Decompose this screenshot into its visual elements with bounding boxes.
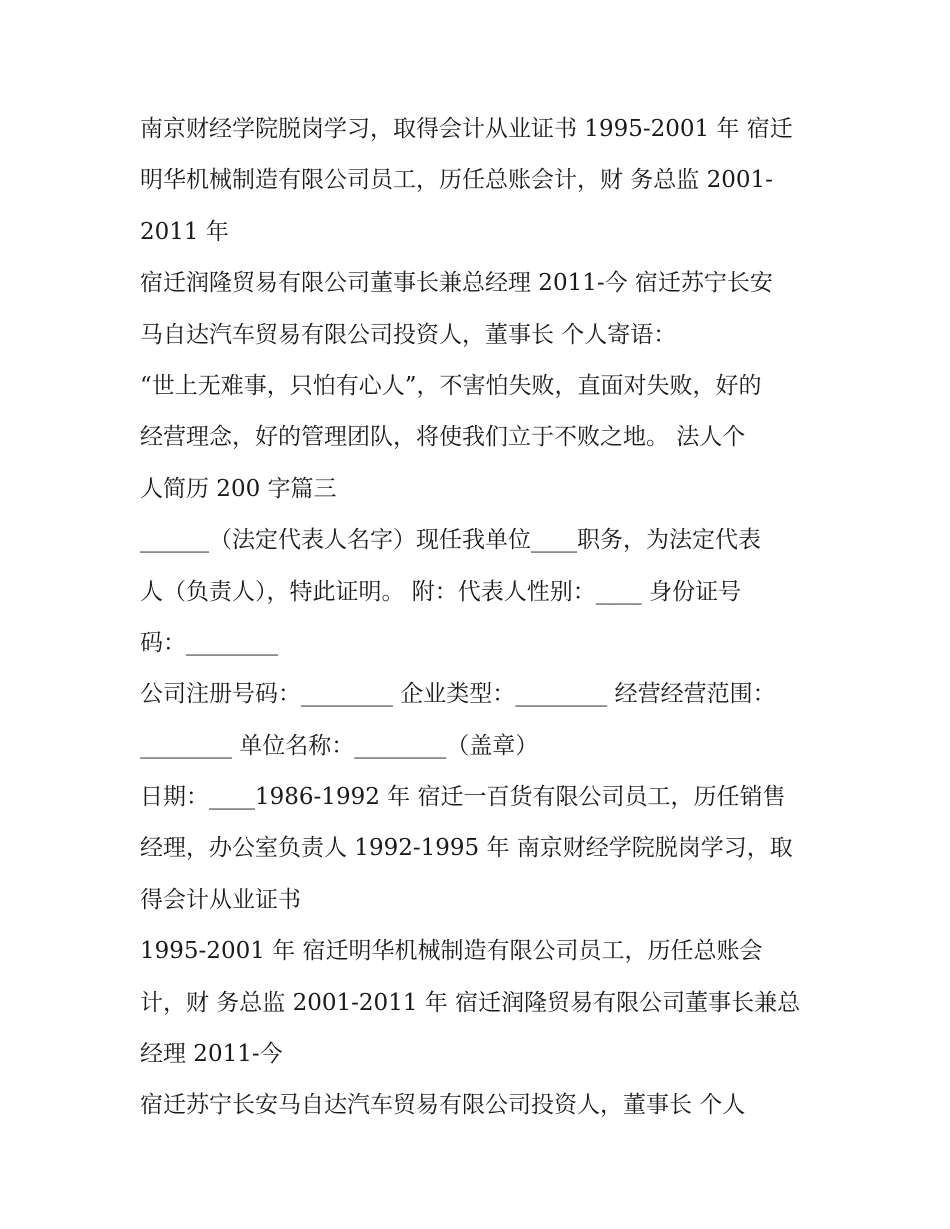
text-line: 马自达汽车贸易有限公司投资人，董事长 个人寄语： [140, 321, 677, 348]
text-line: 公司注册号码：________ 企业类型：________ 经营经营范围： [140, 681, 776, 708]
text-line: 计，财 务总监 2001-2011 年 宿迁润隆贸易有限公司董事长兼总 [140, 989, 801, 1016]
text-line: “世上无难事，只怕有心人”，不害怕失败，直面对失败，好的 [140, 372, 762, 399]
text-line: 日期：____1986-1992 年 宿迁一百货有限公司员工，历任销售 [140, 784, 786, 811]
text-line: 南京财经学院脱岗学习，取得会计从业证书 1995-2001 年 宿迁 [140, 116, 793, 142]
text-line: 1995-2001 年 宿迁明华机械制造有限公司员工，历任总账会 [140, 938, 763, 965]
text-line: 宿迁苏宁长安马自达汽车贸易有限公司投资人，董事长 个人 [140, 1092, 746, 1119]
text-line: ________ 单位名称：________（盖章） [140, 732, 539, 759]
text-line: 2011 年 [140, 218, 229, 245]
text-line: 经营理念，好的管理团队，将使我们立于不败之地。 法人个 [140, 424, 746, 451]
text-line: 经理，办公室负责人 1992-1995 年 南京财经学院脱岗学习，取 [140, 835, 793, 862]
document-body [140, 104, 820, 1132]
text-line: 人（负责人），特此证明。 附：代表人性别：____ 身份证号 [140, 578, 742, 605]
text-line: 宿迁润隆贸易有限公司董事长兼总经理 2011-今 宿迁苏宁长安 [140, 270, 773, 297]
text-line: 经理 2011-今 [140, 1041, 283, 1068]
text-line: 得会计从业证书 [140, 886, 301, 913]
text-line: ______（法定代表人名字）现任我单位____职务，为法定代表 [140, 527, 761, 554]
text-line: 明华机械制造有限公司员工，历任总账会计，财 务总监 2001- [140, 167, 773, 194]
text-line: 码：________ [140, 629, 278, 656]
text-line: 人简历 200 字篇三 [140, 475, 337, 502]
